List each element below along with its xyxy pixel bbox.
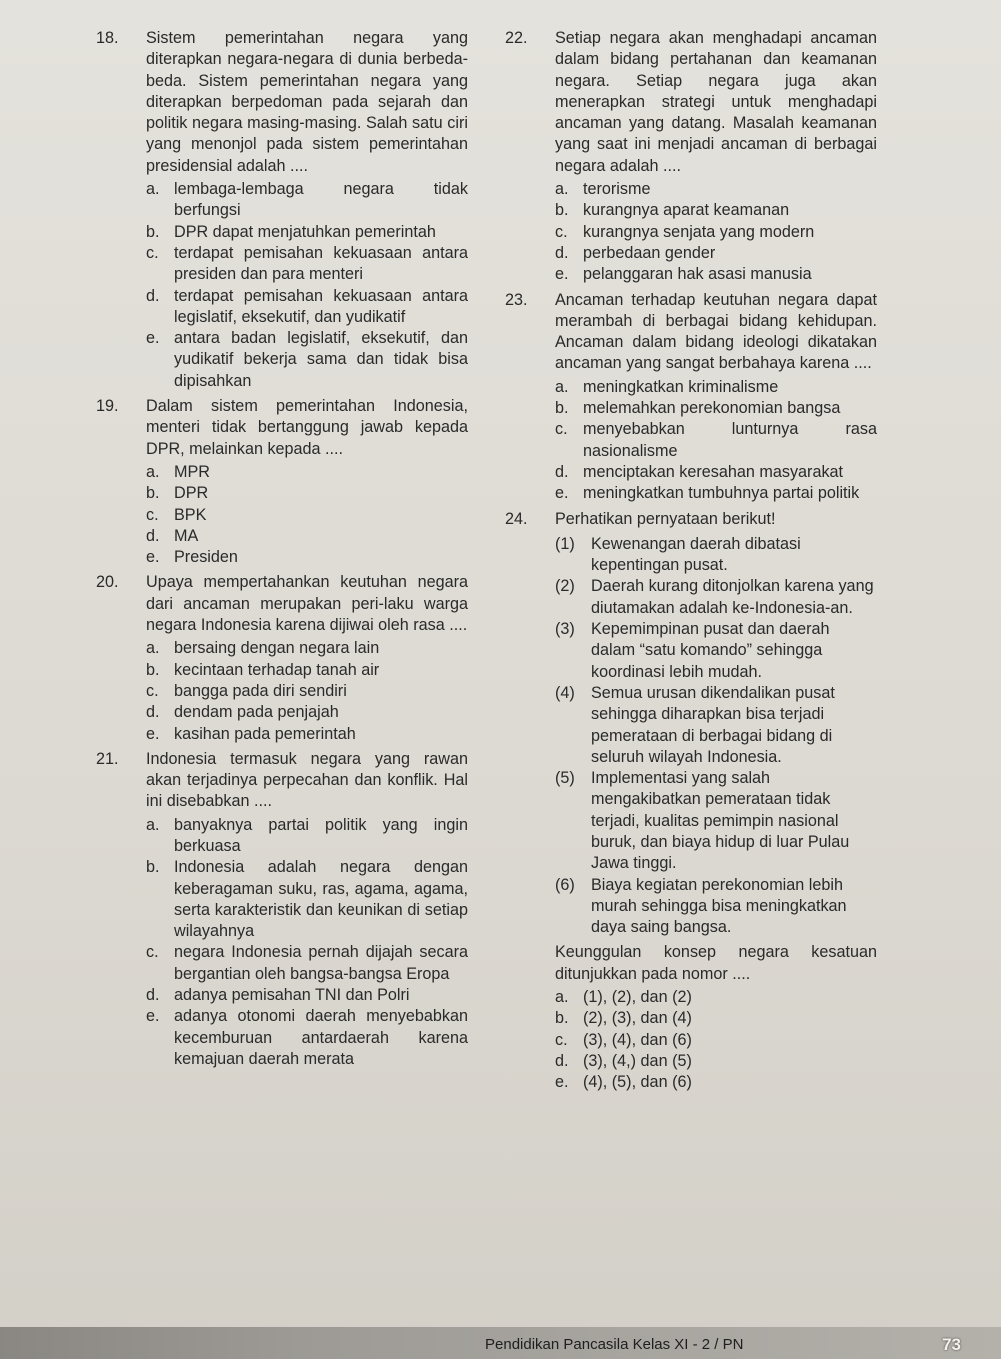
question-21 <box>96 749 468 1070</box>
option-list <box>555 987 877 1093</box>
question-18 <box>96 28 468 392</box>
option-e: e. adanya otonomi daerah menyebabkan kecemburuan antardaerah karena kemajuan daerah merata <box>146 1007 468 1068</box>
question-text: Upaya mempertahankan keutuhan negara dari ancaman merupakan peri-laku warga negara Indonesia karena dijiwai oleh rasa .... <box>146 573 468 635</box>
question-22 <box>505 28 877 286</box>
option-d: d. adanya pemisahan TNI dan Polri <box>146 986 410 1005</box>
option-b: b. DPR dapat menjatuhkan pemerintah <box>146 222 436 241</box>
option-c: c. kurangnya senjata yang modern <box>555 222 815 241</box>
option-c: c. bangga pada diri sendiri <box>146 681 347 700</box>
question-text: Sistem pemerintahan negara yang diterapkan negara-negara di dunia berbeda-beda. Sistem pemerintahan negara yang diterapkan berpedoman pada sejarah dan politik negara masing-masing. Salah satu ciri yang menonjol pada sistem pemerintahan presidensial adalah .... <box>146 29 468 175</box>
statement-list <box>555 534 877 939</box>
option-list <box>146 638 468 744</box>
question-text: Dalam sistem pemerintahan Indonesia, menteri tidak bertanggung jawab kepada DPR, melainkan kepada .... <box>146 397 468 458</box>
right-column <box>505 28 877 1098</box>
option-d: d. MA <box>146 526 199 545</box>
option-c: c. negara Indonesia pernah dijajah secara bergantian oleh bangsa-bangsa Eropa <box>146 943 468 983</box>
option-b: b. DPR <box>146 484 209 503</box>
option-d: d. terdapat pemisahan kekuasaan antara legislatif, eksekutif, dan yudikatif <box>146 286 468 326</box>
option-list <box>146 462 468 568</box>
statement-6: (6) Biaya kegiatan perekonomian lebih murah sehingga bisa meningkatkan daya saing bangsa. <box>555 875 847 937</box>
option-e: e. pelanggaran hak asasi manusia <box>555 265 812 284</box>
question-number: 18. <box>96 29 119 47</box>
option-list <box>146 179 468 392</box>
page-footer <box>0 1327 1001 1359</box>
question-number: 20. <box>96 573 119 592</box>
question-prompt: Keunggulan konsep negara kesatuan ditunjukkan pada nomor .... <box>555 943 877 983</box>
question-number: 24. <box>505 509 528 528</box>
option-d: d. menciptakan keresahan masyarakat <box>555 462 844 481</box>
statement-4: (4) Semua urusan dikendalikan pusat sehingga diharapkan bisa terjadi pemerataan di berbagai bidang di seluruh wilayah Indonesia. <box>555 683 835 766</box>
option-c: c. terdapat pemisahan kekuasaan antara presiden dan para menteri <box>146 243 468 284</box>
option-a: a. terorisme <box>555 180 651 199</box>
option-e: e. (4), (5), dan (6) <box>555 1073 692 1092</box>
option-a: a. lembaga-lembaga negara tidak berfungsi <box>146 180 468 220</box>
option-a: a. MPR <box>146 462 210 481</box>
footer-label: Pendidikan Pancasila Kelas XI - 2 / PN <box>485 1336 744 1353</box>
page-number: 73 <box>942 1335 961 1354</box>
question-19 <box>96 396 468 568</box>
question-20 <box>96 572 468 744</box>
question-text: Perhatikan pernyataan berikut! <box>555 509 776 528</box>
option-list <box>555 377 877 505</box>
option-d: d. (3), (4,) dan (5) <box>555 1051 692 1070</box>
option-b: b. melemahkan perekonomian bangsa <box>555 399 841 418</box>
option-b: b. kurangnya aparat keamanan <box>555 201 790 220</box>
question-number: 21. <box>96 749 119 768</box>
option-a: a. bersaing dengan negara lain <box>146 639 380 658</box>
question-23 <box>505 290 877 505</box>
question-text: Ancaman terhadap keutuhan negara dapat merambah di berbagai bidang kehidupan. Ancaman dalam bidang ideologi dikatakan ancaman yang sangat berbahaya karena .... <box>555 290 877 373</box>
option-b: b. kecintaan terhadap tanah air <box>146 660 380 679</box>
option-d: d. dendam pada penjajah <box>146 703 339 722</box>
option-e: e. antara badan legislatif, eksekutif, dan yudikatif bekerja sama dan tidak bisa dipisahkan <box>146 329 468 390</box>
option-list <box>555 179 877 285</box>
option-a: a. meningkatkan kriminalisme <box>555 377 779 396</box>
statement-1: (1) Kewenangan daerah dibatasi kepentingan pusat. <box>555 534 801 575</box>
left-column <box>96 28 468 1074</box>
question-number: 19. <box>96 397 119 416</box>
question-24 <box>505 509 877 1094</box>
statement-5: (5) Implementasi yang salah mengakibatkan pemerataan tidak terjadi, kualitas pemimpin nasional buruk, dan biaya hidup di luar Pulau Jawa tinggi. <box>555 769 850 873</box>
statement-3: (3) Kepemimpinan pusat dan daerah dalam “satu komando” sehingga koordinasi lebih mudah. <box>555 620 830 681</box>
option-c: c. BPK <box>146 505 207 524</box>
question-number: 22. <box>505 29 528 47</box>
option-c: c. (3), (4), dan (6) <box>555 1030 692 1049</box>
question-text: Setiap negara akan menghadapi ancaman dalam bidang pertahanan dan keamanan negara. Setiap negara juga akan menerapkan strategi untuk menghadapi ancaman yang datang. Masalah keamanan yang saat ini menjadi ancaman di berbagai negara adalah .... <box>555 29 877 175</box>
option-a: a. (1), (2), dan (2) <box>555 988 692 1007</box>
option-b: b. Indonesia adalah negara dengan keberagaman suku, ras, agama, agama, serta karakteristik dan keunikan di setiap wilayahnya <box>146 858 468 941</box>
option-a: a. banyaknya partai politik yang ingin berkuasa <box>146 815 468 855</box>
statement-2: (2) Daerah kurang ditonjolkan karena yang diutamakan adalah ke-Indonesia-an. <box>555 577 874 617</box>
option-e: e. Presiden <box>146 548 238 567</box>
option-e: e. meningkatkan tumbuhnya partai politik <box>555 484 860 503</box>
option-c: c. menyebabkan lunturnya rasa nasionalisme <box>555 420 877 460</box>
question-text: Indonesia termasuk negara yang rawan akan terjadinya perpecahan dan konflik. Hal ini disebabkan .... <box>146 749 468 811</box>
option-d: d. perbedaan gender <box>555 243 716 262</box>
option-e: e. kasihan pada pemerintah <box>146 724 356 743</box>
question-number: 23. <box>505 290 528 309</box>
option-list <box>146 815 468 1071</box>
option-b: b. (2), (3), dan (4) <box>555 1009 692 1028</box>
